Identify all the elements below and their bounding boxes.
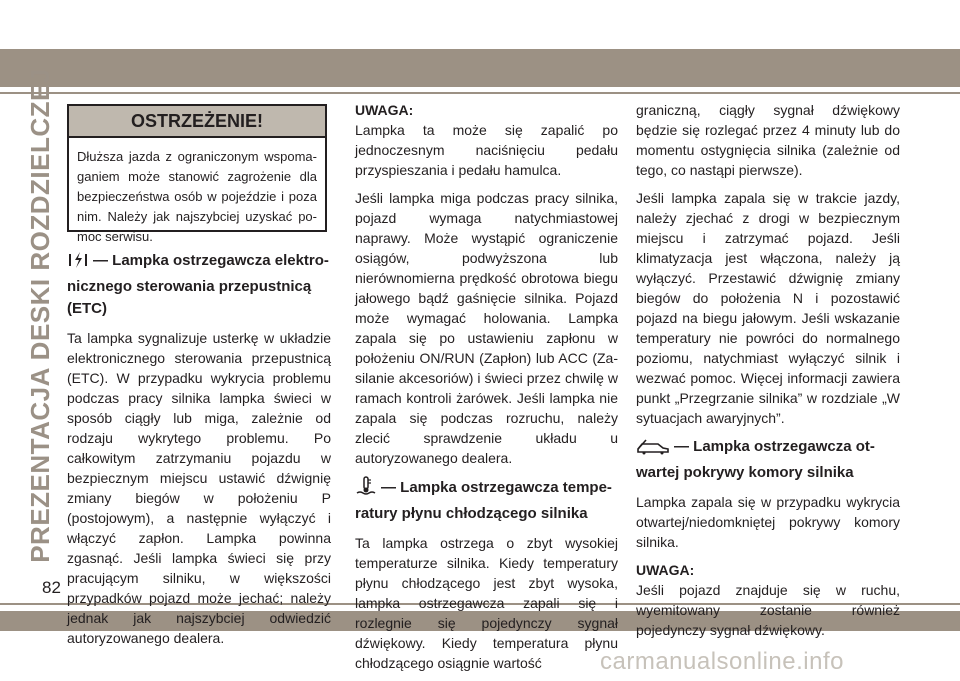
warning-title: OSTRZEŻENIE! — [69, 106, 325, 138]
hood-heading — [636, 436, 900, 484]
etc-heading — [67, 250, 331, 320]
coolant-continued-paragraph: graniczną, ciągły sygnał dźwiękowy będzie się rozlegać przez 4 minuty lub do momentu ostygnięcia silnika (zależnie od tego, co nastąpi pierwsze). — [636, 102, 900, 178]
coolant-heading — [355, 476, 618, 525]
etc-heading-text: — Lampka ostrzegawcza elektronicznego sterowania przepustnicą (ETC) — [67, 252, 329, 317]
column-3 — [636, 100, 900, 648]
note-text: Lampka ta może się zapalić po jednoczesnym naciśnięciu pedału przyspieszania i pedału hamulca. — [355, 122, 618, 178]
header-rule — [0, 92, 960, 94]
warning-box — [67, 104, 327, 244]
etc-paragraph: Ta lampka sygnalizuje usterkę w układzie elektronicznego sterowania przepustnicą (ETC). W przypadku wykrycia problemu podczas pracy silnika lampka świeci w sposób ciągły lub miga, zależnie od rodzaju wykrytego problemu. Po całkowitym zatrzymaniu pojazdu w bezpiecznym miejscu ustawić dźwignię zmiany biegów w położeniu P (postojowym), a następnie wyłączyć i włączyć zapłon. Lampka powinna zgasnąć. Jeśli lampka świeci się przy pracującym silniku, w większości przypadków pojazd może jechać; należy jednak jak najszybciej odwiedzić autoryzowanego dealera. — [67, 330, 331, 646]
chapter-title: PREZENTACJA DESKI ROZDZIELCZEJ — [24, 67, 55, 563]
lightning-bolt-icon — [67, 251, 89, 276]
column-1 — [67, 100, 331, 656]
warning-text: Dłuższa jazda z ograniczonym wspomaganiem może stanowić zagrożenie dla bezpieczeństwa osób w pojeździe i poza nim. Należy jak najszybciej uzyskać pomoc serwisu. — [77, 149, 317, 244]
chapter-side-tab — [22, 67, 58, 563]
hood-heading-text: — Lampka ostrzegawcza otwartej pokrywy komory silnika — [636, 438, 875, 481]
hood-note-text: Jeśli pojazd znajduje się w ruchu, wyemitowany zostanie również pojedynczy sygnał dźwiękowy. — [636, 582, 900, 638]
header-band — [0, 49, 960, 87]
watermark-text: carmanualsonline.info — [600, 648, 844, 675]
coolant-temperature-icon — [355, 476, 377, 503]
coolant-driving-paragraph: Jeśli lampka zapala się w trakcie jazdy, należy zjechać z drogi w bezpiecznym miejscu i zatrzymać pojazd. Jeśli klimatyzacja jest włączona, należy ją wyłączyć. Przestawić dźwignię zmiany biegów do położenia N i pozostawić pojazd na biegu jałowym. Jeśli wskazanie temperatury nie powróci do normalnego poziomu, natychmiast wyłączyć silnik i wezwać pomoc. Więcej informacji zawiera punkt „Przegrzanie silnika” w rozdziale „W sytuacjach awaryjnych”. — [636, 190, 900, 426]
coolant-heading-text: — Lampka ostrzegawcza temperatury płynu chłodzącego silnika — [355, 479, 612, 522]
hood-paragraph: Lampka zapala się w przypadku wykrycia otwartej/niedomkniętej pokrywy komory silnika. — [636, 494, 900, 550]
coolant-paragraph: Ta lampka ostrzega o zbyt wysokiej temperaturze silnika. Kiedy temperatury płynu chłodzącego jest zbyt wysoka, lampka ostrzegawcza zapali się i rozlegnie się pojedynczy sygnał dźwiękowy. Kiedy temperatura płynu chłodzącego osiągnie wartość — [355, 535, 618, 671]
hood-note-label: UWAGA: — [636, 562, 695, 578]
note-label: UWAGA: — [355, 102, 414, 118]
page-number: 82 — [42, 578, 61, 597]
etc-blink-paragraph: Jeśli lampka miga podczas pracy silnika, pojazd wymaga natychmiastowej naprawy. Może wystąpić ograniczenie osiągów, podwyższona lub nierównomierna prędkość obrotowa biegu jałowego bądź gaśnięcie silnika. Pojazd może wymagać holowania. Lampka zapala się po ustawieniu zapłonu w położeniu ON/RUN (Zapłon) lub ACC (Zasilanie akcesoriów) i świeci przez chwilę w ramach kontroli żarówek. Jeśli lampka nie zapala się podczas rozruchu, należy zlecić sprawdzenie układu u autoryzowanego dealera. — [355, 190, 618, 466]
open-hood-car-icon — [636, 439, 670, 462]
column-2 — [355, 100, 618, 681]
